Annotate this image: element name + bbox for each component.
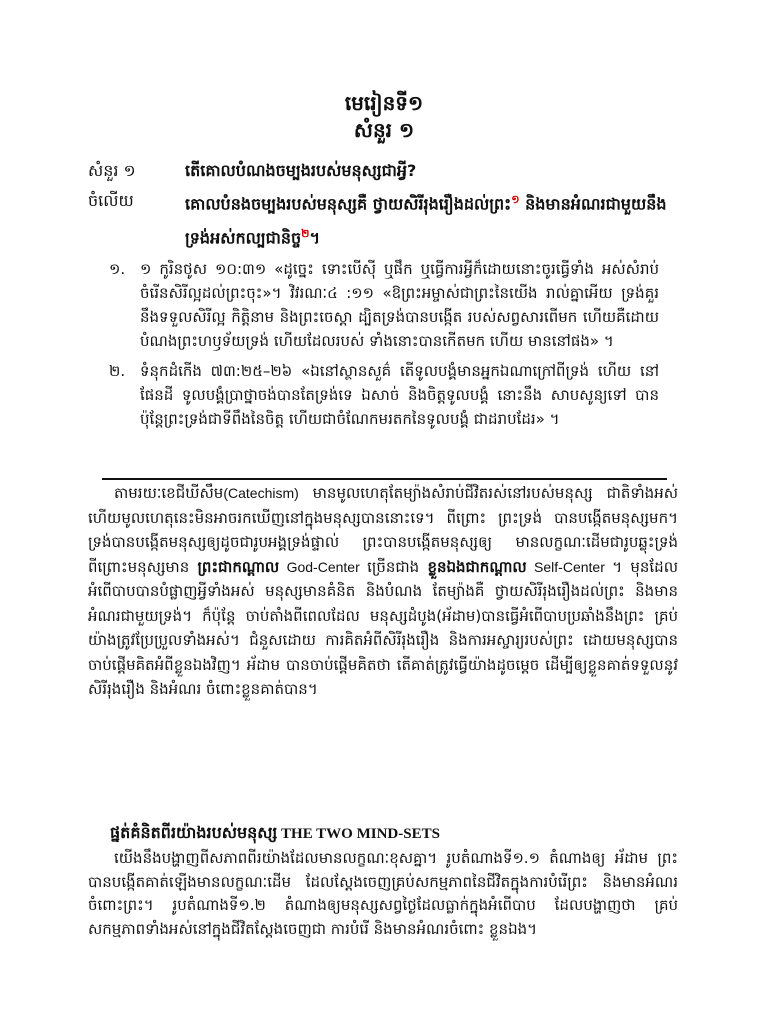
heading-english: THE TWO MIND-SETS — [277, 826, 440, 842]
section-divider — [102, 478, 667, 480]
god-center-term: ព្រះជាកណ្តាល — [197, 557, 280, 576]
mindsets-paragraph-text: យើងនឹងបង្ហាញពីសភាពពីរយ៉ាងដែលមានលក្ខណៈខុសគ្នា។ រូបតំណាងទី១.១ តំណាងឲ្យ អ័ដាម ព្រះបានបង្កើតគាត់ឡើងមានលក្ខណៈដើម ដែលស្តែងចេញគ្រប់សកម្មភាពនៃជីវិតក្នុងការបំរើព្រះ និងមានអំណរចំពោះព្រះ។ រូបតំណាងទី១.២ តំណាងឲ្យមនុស្សសព្វថ្ងៃដែលធ្លាក់ក្នុងអំពើបាប ដែលបង្ហាញថា គ្រប់សកម្មភាពទាំងអស់នៅក្នុងជីវិតស្តែងចេញជា ការបំរើ និងមានអំណរចំពោះ ខ្លួនឯង។ — [88, 849, 678, 938]
list-item-text: ទំនុកដំកើង ៧៣:២៥–២៦ «ឯនៅស្ថានសួគ៌ តើទូលបង្គំមានអ្នកឯណាក្រៅពីទ្រង់ ហើយ នៅផែនដី ទូលបង្គំប្រាថ្នាចង់បានតែទ្រង់ទេ ឯសាច់ និងចិត្តទូលបង្គំ នោះនឹង សាបសូន្យទៅ បាន ប៉ុន្តែព្រះទ្រង់ជាទីពឹងនៃចិត្ត ហើយជាចំណែកមរតកនៃទូលបង្គំ ជាដរាបដែរ» ។ — [140, 362, 659, 428]
list-item-number: ២. — [109, 362, 126, 380]
essay-part-4: ។ មុនដែលអំពើបាបបានបំផ្លាញអ្វីទាំងអស់ មនុស្សមានគំនិត និងបំណង តែម្យ៉ាងគឺ ថ្វាយសិរីរុងរឿងដល់ព្រះ និងមានអំណរជាមួយទ្រង់។ ក៏ប៉ុន្តែ ចាប់តាំងពីពេលដែល មនុស្សដំបូង(អ័ដាម)បានធ្វើអំពើបាបប្រឆាំងនឹងព្រះ គ្រប់យ៉ាងត្រូវប្រែប្រួលទាំងអស់។ ជំនួសដោយ ការគិតអំពីសិរីរុងរឿង និងការអស្ចារ្យរបស់ព្រះ ដោយមនុស្សបានចាប់ផ្តើមគិតអំពីខ្លួនឯងវិញ។ អ័ដាម បានចាប់ផ្តើមគិតថា តើគាត់ត្រូវធ្វើយ៉ាងដូចម្តេច ដើម្បីឲ្យខ្លួនគាត់ទទួលនូវសិរីរុងរឿង និងអំណរ ចំពោះខ្លួនគាត់បាន។ — [88, 557, 678, 698]
lesson-title: មេរៀនទី១ — [344, 91, 424, 115]
list-item-number: ១. — [109, 260, 126, 278]
answer-text-part-2: និងមានអំណរជាមួយនឹង ទ្រង់អស់កល្បជានិច្ច — [185, 194, 667, 248]
list-item-text: ១ កូរិនថូស ១០:៣១ «ដូច្នេះ ទោះបើស៊ី ឬផឹក ឬធ្វើការអ្វីក៏ដោយនោះចូរធ្វើទាំង អស់សំរាប់ ចំរើនសិរីល្អដល់ព្រះចុះ»។ វិវរណៈ៤ :១១ «ឱព្រះអម្ចាស់ជាព្រះនៃយើង រាល់គ្នាអើយ ទ្រង់គួរ នឹងទទួលសិរីល្អ កិត្តិនាម និងព្រះចេស្តា ដ្បិតទ្រង់បានបង្កើត របស់សព្វសារពើមក ហើយគឺដោយបំណងព្រះហឫទ័យទ្រង់ ហើយដែលរបស់ ទាំងនោះបានកើតមក ហើយ មាននៅផង» ។ — [140, 260, 659, 350]
mindsets-paragraph — [88, 847, 678, 941]
essay-part-1: តាមរយៈខេជីឃីសឹម — [114, 484, 224, 502]
essay-part-3: ច្រើនជាង — [367, 557, 428, 576]
god-center-english: God-Center — [279, 558, 368, 575]
list-item — [109, 257, 659, 353]
scripture-reference-list — [109, 257, 659, 437]
self-center-english: Self-Center — [526, 558, 613, 575]
question-text: តើគោលបំណងចម្បងរបស់មនុស្សជាអ្វី? — [185, 161, 417, 180]
answer-label: ចំលើយ — [88, 191, 134, 210]
list-item — [109, 359, 659, 431]
question-label: សំនួរ ១ — [88, 161, 136, 180]
catechism-paragraph — [88, 481, 678, 702]
answer-text-end: ។ — [309, 228, 321, 248]
self-center-term: ខ្លួនឯងជាកណ្តាល — [427, 557, 527, 576]
essay-part-2: មានមូលហេតុតែម្យ៉ាងសំរាប់ជីវិតរស់នៅរបស់មនុស្ស ជាតិទាំងអស់ ហើយមូលហេតុនេះមិនអាចរកឃើញនៅក្នុងមនុស្សបាននោះទេ។ ពីព្រោះ ព្រះទ្រង់ បានបង្កើតមនុស្សមក។ ទ្រង់បានបង្កើតមនុស្សឲ្យដូចជារូបអង្គទ្រង់ផ្ទាល់ ព្រះបានបង្កើតមនុស្សឲ្យ មានលក្ខណៈដើមជារូបឆ្លុះទ្រង់ ពីព្រោះមនុស្សមាន — [88, 484, 678, 576]
heading-khmer: ផ្នត់គំនិតពីរយ៉ាងរបស់មនុស្ស — [110, 823, 278, 842]
catechism-term: (Catechism) — [223, 485, 299, 501]
answer-text — [185, 185, 675, 254]
footnote-marker-1[interactable]: ១ — [511, 193, 520, 206]
footnote-marker-2[interactable]: ២ — [301, 227, 310, 241]
section-heading — [110, 822, 440, 846]
answer-text-part-1: គោលបំនងចម្បងរបស់មនុស្សគឺ ថ្វាយសិរីរុងរឿងដល់ព្រះ — [185, 194, 512, 214]
question-title: សំនួរ ១ — [353, 118, 415, 142]
